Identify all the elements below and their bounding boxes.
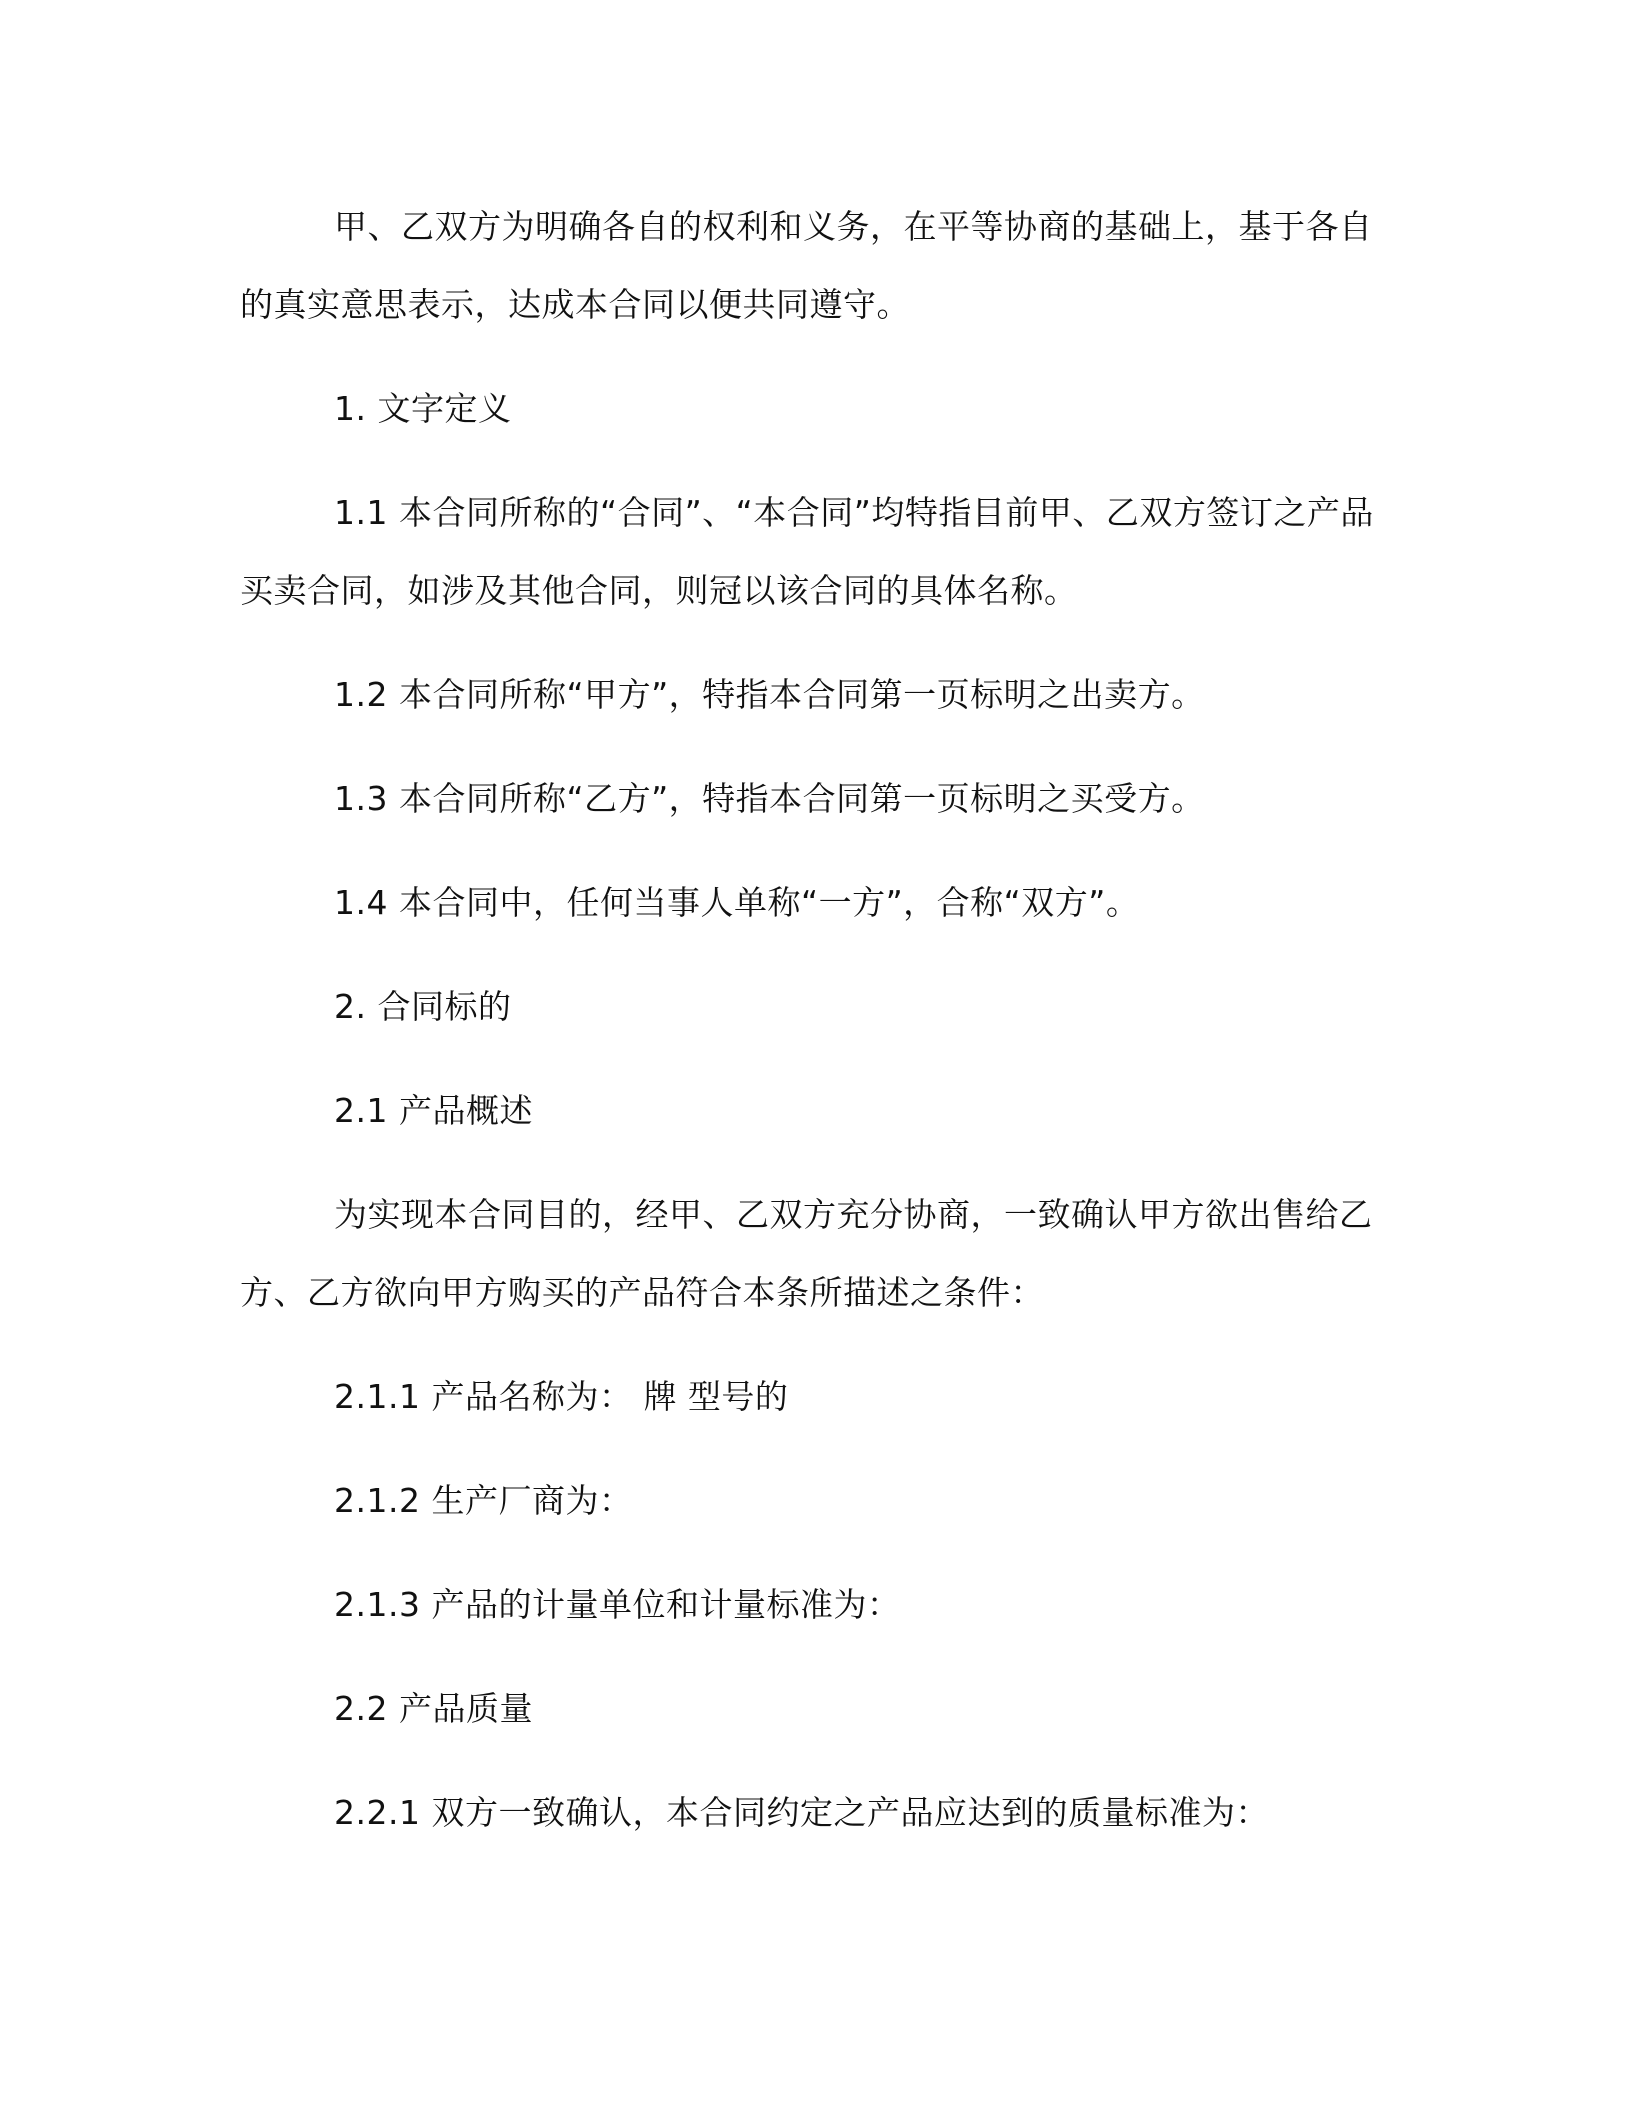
paragraph-gap: [240, 1332, 1380, 1358]
paragraph-gap: [240, 734, 1380, 760]
intro-paragraph: 甲、乙双方为明确各自的权利和义务，在平等协商的基础上，基于各自的真实意思表示，达成本合同以便共同遵守。: [240, 207, 1373, 324]
paragraph-gap: [240, 942, 1380, 968]
paragraph-gap: [240, 448, 1380, 474]
document-body: [240, 188, 1380, 1852]
clause-1-4: 1.4 本合同中，任何当事人单称“一方”，合称“双方”。: [334, 883, 1140, 922]
paragraph-gap: [240, 1150, 1380, 1176]
clause-1-3: 1.3 本合同所称“乙方”，特指本合同第一页标明之买受方。: [334, 779, 1205, 818]
paragraph-gap: [240, 630, 1380, 656]
clause-2-1-1: 2.1.1 产品名称为： 牌 型号的: [334, 1377, 789, 1416]
paragraph-gap: [240, 1436, 1380, 1462]
clause-1-2: 1.2 本合同所称“甲方”，特指本合同第一页标明之出卖方。: [334, 675, 1205, 714]
section-heading-2: 2. 合同标的: [334, 987, 512, 1026]
paragraph-gap: [240, 344, 1380, 370]
subsection-heading-2-2: 2.2 产品质量: [334, 1689, 533, 1728]
subsection-heading-2-1: 2.1 产品概述: [334, 1091, 533, 1130]
paragraph-gap: [240, 1644, 1380, 1670]
clause-2-2-1: 2.2.1 双方一致确认，本合同约定之产品应达到的质量标准为：: [334, 1793, 1269, 1832]
paragraph-gap: [240, 838, 1380, 864]
paragraph-gap: [240, 1046, 1380, 1072]
paragraph-gap: [240, 1748, 1380, 1774]
clause-2-1-2: 2.1.2 生产厂商为：: [334, 1481, 633, 1520]
product-overview-paragraph: 为实现本合同目的，经甲、乙双方充分协商，一致确认甲方欲出售给乙方、乙方欲向甲方购买的产品符合本条所描述之条件：: [240, 1195, 1373, 1312]
clause-2-1-3: 2.1.3 产品的计量单位和计量标准为：: [334, 1585, 901, 1624]
section-heading-1: 1. 文字定义: [334, 389, 512, 428]
paragraph-gap: [240, 1540, 1380, 1566]
clause-1-1: 1.1 本合同所称的“合同”、“本合同”均特指目前甲、乙双方签订之产品买卖合同，如涉及其他合同，则冠以该合同的具体名称。: [240, 493, 1374, 610]
